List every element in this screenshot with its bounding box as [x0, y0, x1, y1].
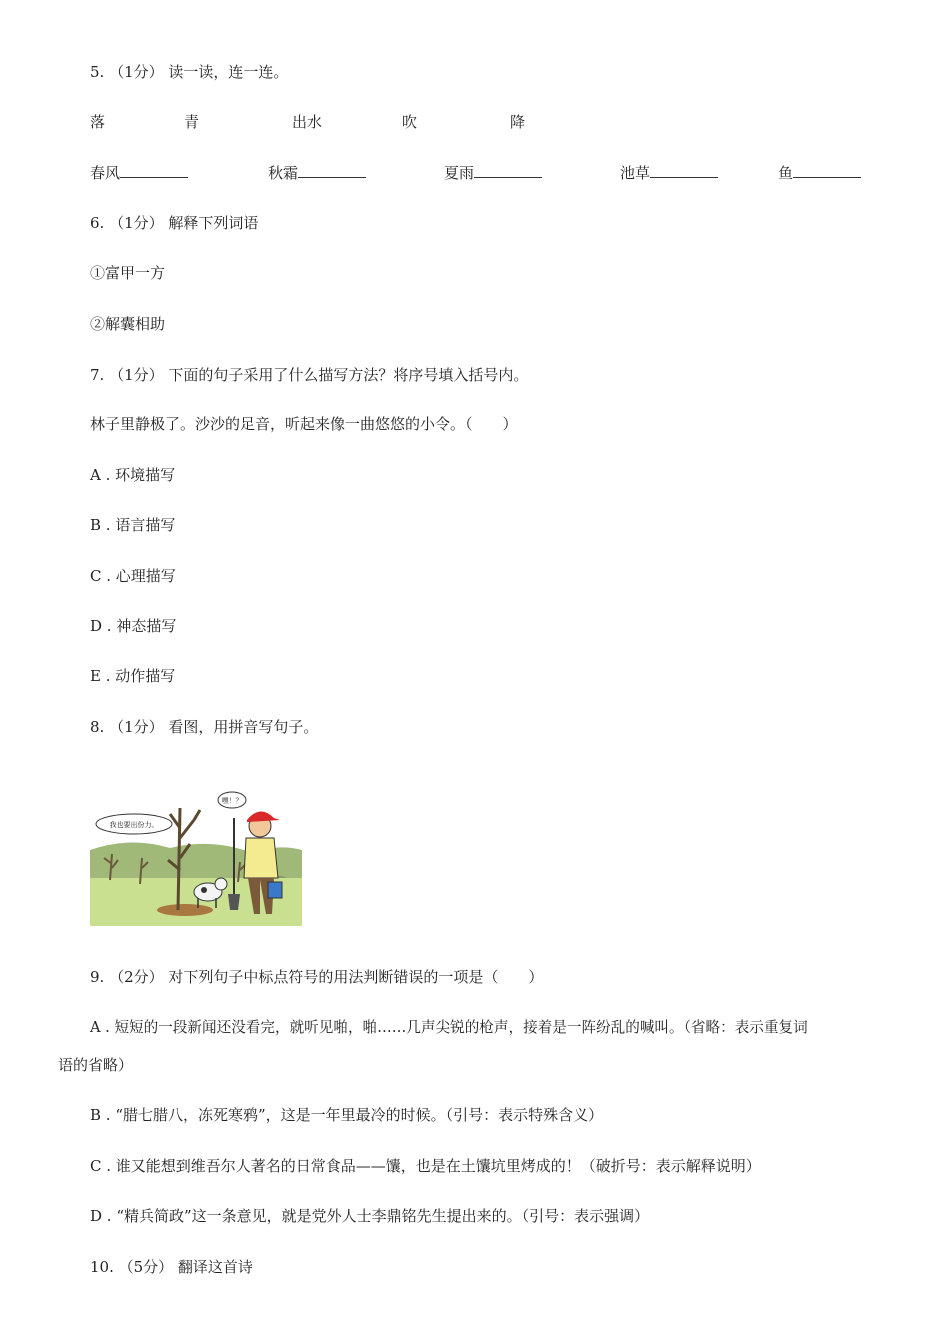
q7-option-c[interactable]: C . 心理描写: [90, 567, 176, 585]
q5-pair[interactable]: [268, 163, 366, 183]
q9-option-b[interactable]: B . “腊七腊八，冻死寒鸦”，这是一年里最冷的时候。（引号：表示特殊含义）: [90, 1106, 604, 1124]
q6-header: 6. （1分） 解释下列词语: [90, 214, 259, 232]
q5-pair[interactable]: [90, 163, 188, 183]
q5-pair[interactable]: [444, 163, 542, 183]
answer-blank[interactable]: [650, 163, 718, 178]
answer-blank[interactable]: [120, 163, 188, 178]
answer-blank[interactable]: [298, 163, 366, 178]
q8-header: 8. （1分） 看图，用拼音写句子。: [90, 718, 319, 736]
q9-header: 9. （2分） 对下列句子中标点符号的用法判断错误的一项是（ ）: [90, 968, 544, 986]
q7-option-e[interactable]: E . 动作描写: [90, 667, 176, 685]
q8-illustration: [90, 778, 302, 926]
q9-option-a[interactable]: A . 短短的一段新闻还没看完，就听见啪，啪……几声尖锐的枪声，接着是一阵纷乱的喊叫。（省略：表示重复词: [90, 1019, 808, 1036]
q7-option-a[interactable]: A . 环境描写: [90, 466, 176, 484]
bubble-man-text: 嘿！？: [221, 797, 243, 805]
q9-option-a-cont: 语的省略）: [58, 1056, 134, 1074]
q6-item: ①富甲一方: [90, 264, 166, 282]
q5-pair-label: 秋霜: [268, 164, 299, 182]
q5-pair-label: 鱼: [778, 164, 794, 182]
answer-blank[interactable]: [474, 163, 542, 178]
q5-pair[interactable]: [778, 163, 861, 183]
q7-option-b[interactable]: B . 语言描写: [90, 516, 176, 534]
q5-word[interactable]: 青: [184, 113, 200, 131]
q5-pair[interactable]: [620, 163, 718, 183]
q7-header: 7. （1分） 下面的句子采用了什么描写方法？将序号填入括号内。: [90, 366, 529, 384]
q7-option-d[interactable]: D . 神态描写: [90, 617, 177, 635]
q5-header: 5. （1分） 读一读，连一连。: [90, 63, 289, 81]
q5-word[interactable]: 降: [510, 113, 526, 131]
bubble-tree-text: 我也要出份力。: [109, 821, 159, 829]
q6-item: ②解囊相助: [90, 315, 166, 333]
q10-header: 10. （5分） 翻译这首诗: [90, 1258, 253, 1276]
q7-sentence: 林子里静极了。沙沙的足音，听起来像一曲悠悠的小令。（ ）: [90, 415, 518, 433]
q5-pair-label: 春风: [90, 164, 121, 182]
answer-blank[interactable]: [793, 163, 861, 178]
q5-word[interactable]: 吹: [402, 113, 418, 131]
q5-pair-label: 夏雨: [444, 164, 475, 182]
q9-option-d[interactable]: D . “精兵简政”这一条意见，就是党外人士李鼎铭先生提出来的。（引号：表示强调）: [90, 1207, 650, 1225]
q5-word[interactable]: 落: [90, 113, 106, 131]
q9-option-c[interactable]: C . 谁又能想到维吾尔人著名的日常食品——馕，也是在土馕坑里烤成的！（破折号：表示解释说明）: [90, 1157, 761, 1175]
q5-word[interactable]: 出水: [292, 113, 323, 131]
q5-pair-label: 池草: [620, 164, 651, 182]
